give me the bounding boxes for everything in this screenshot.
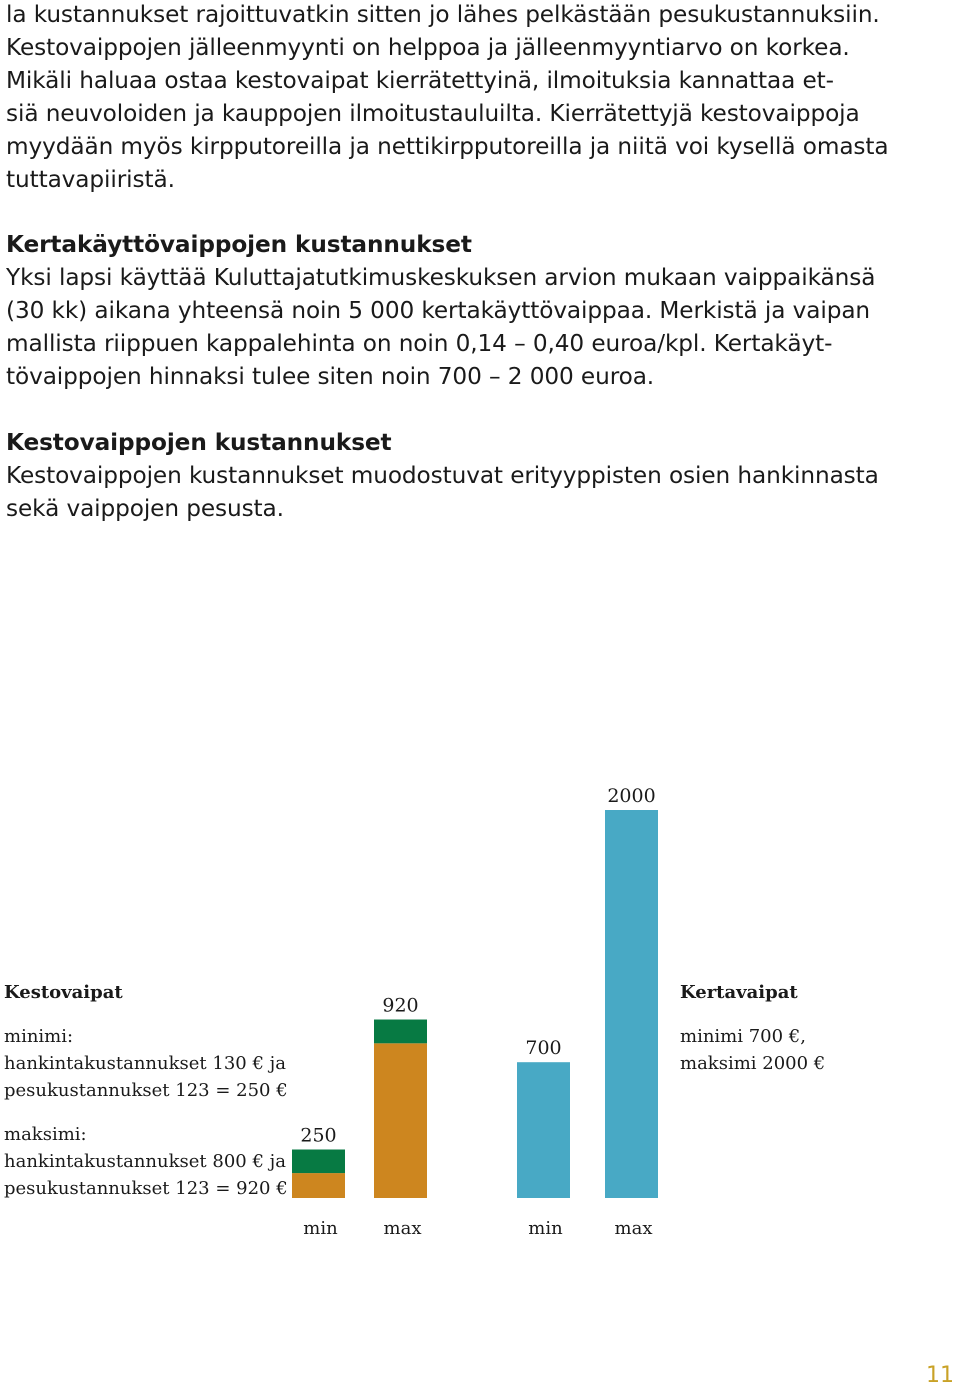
text-line: siä neuvoloiden ja kauppojen ilmoitustauluilta. Kierrätettyjä kestovaippoja (6, 100, 860, 127)
bar-category-label: min (528, 1218, 563, 1239)
legend-line: minimi: (4, 1026, 74, 1047)
legend-line: pesukustannukset 123 = 250 € (4, 1080, 288, 1101)
text-line: Kestovaippojen kustannukset muodostuvat erityyppisten osien hankinnasta (6, 462, 879, 489)
text-line: Kestovaippojen jälleenmyynti on helppoa ja jälleenmyyntiarvo on korkea. (6, 34, 850, 61)
page-number: 11 (926, 1363, 954, 1388)
bar-category-label: min (303, 1218, 338, 1239)
cloth-heading: Kestovaippojen kustannukset (6, 429, 392, 456)
text-line: myydään myös kirpputoreilla ja nettikirpputoreilla ja niitä voi kysellä omasta (6, 133, 889, 160)
bar-category-label: max (614, 1218, 653, 1239)
bar-category-label: max (383, 1218, 422, 1239)
bar-value-label: 700 (525, 1037, 562, 1060)
text-line: tövaippojen hinnaksi tulee siten noin 700 – 2 000 euroa. (6, 363, 655, 390)
bar-segment-3-0 (605, 810, 658, 1198)
legend-line: pesukustannukset 123 = 920 € (4, 1178, 288, 1199)
text-line: la kustannukset rajoittuvatkin sitten jo lähes pelkästään pesukustannuksiin. (6, 1, 880, 28)
legend-line: hankintakustannukset 800 € ja (4, 1151, 286, 1172)
bar-value-label: 920 (382, 994, 419, 1017)
bar-segment-0-1 (292, 1150, 345, 1174)
text-line: mallista riippuen kappalehinta on noin 0,14 – 0,40 euroa/kpl. Kertakäyt- (6, 330, 833, 357)
legend-line: minimi 700 €, (680, 1026, 806, 1047)
text-line: sekä vaippojen pesusta. (6, 495, 284, 522)
bar-segment-2-0 (517, 1062, 570, 1198)
legend-line: maksimi: (4, 1124, 87, 1145)
bar-value-label: 250 (300, 1124, 337, 1147)
disposable-heading: Kertakäyttövaippojen kustannukset (6, 231, 472, 258)
bar-value-label: 2000 (607, 785, 656, 807)
legend-disposable-title: Kertavaipat (680, 982, 798, 1003)
legend-line: hankintakustannukset 130 € ja (4, 1053, 286, 1074)
bar-segment-1-0 (374, 1043, 427, 1198)
text-line: Mikäli haluaa ostaa kestovaipat kierrätettyinä, ilmoituksia kannattaa et- (6, 67, 834, 94)
legend-cloth-title: Kestovaipat (4, 982, 123, 1003)
text-line: Yksi lapsi käyttää Kuluttajatutkimuskeskuksen arvion mukaan vaippaikänsä (6, 264, 876, 291)
bar-segment-0-0 (292, 1173, 345, 1198)
legend-line: maksimi 2000 € (680, 1053, 826, 1074)
text-line: (30 kk) aikana yhteensä noin 5 000 kertakäyttövaippaa. Merkistä ja vaipan (6, 297, 871, 324)
bar-segment-1-1 (374, 1020, 427, 1044)
text-line: tuttavapiiristä. (6, 166, 175, 193)
